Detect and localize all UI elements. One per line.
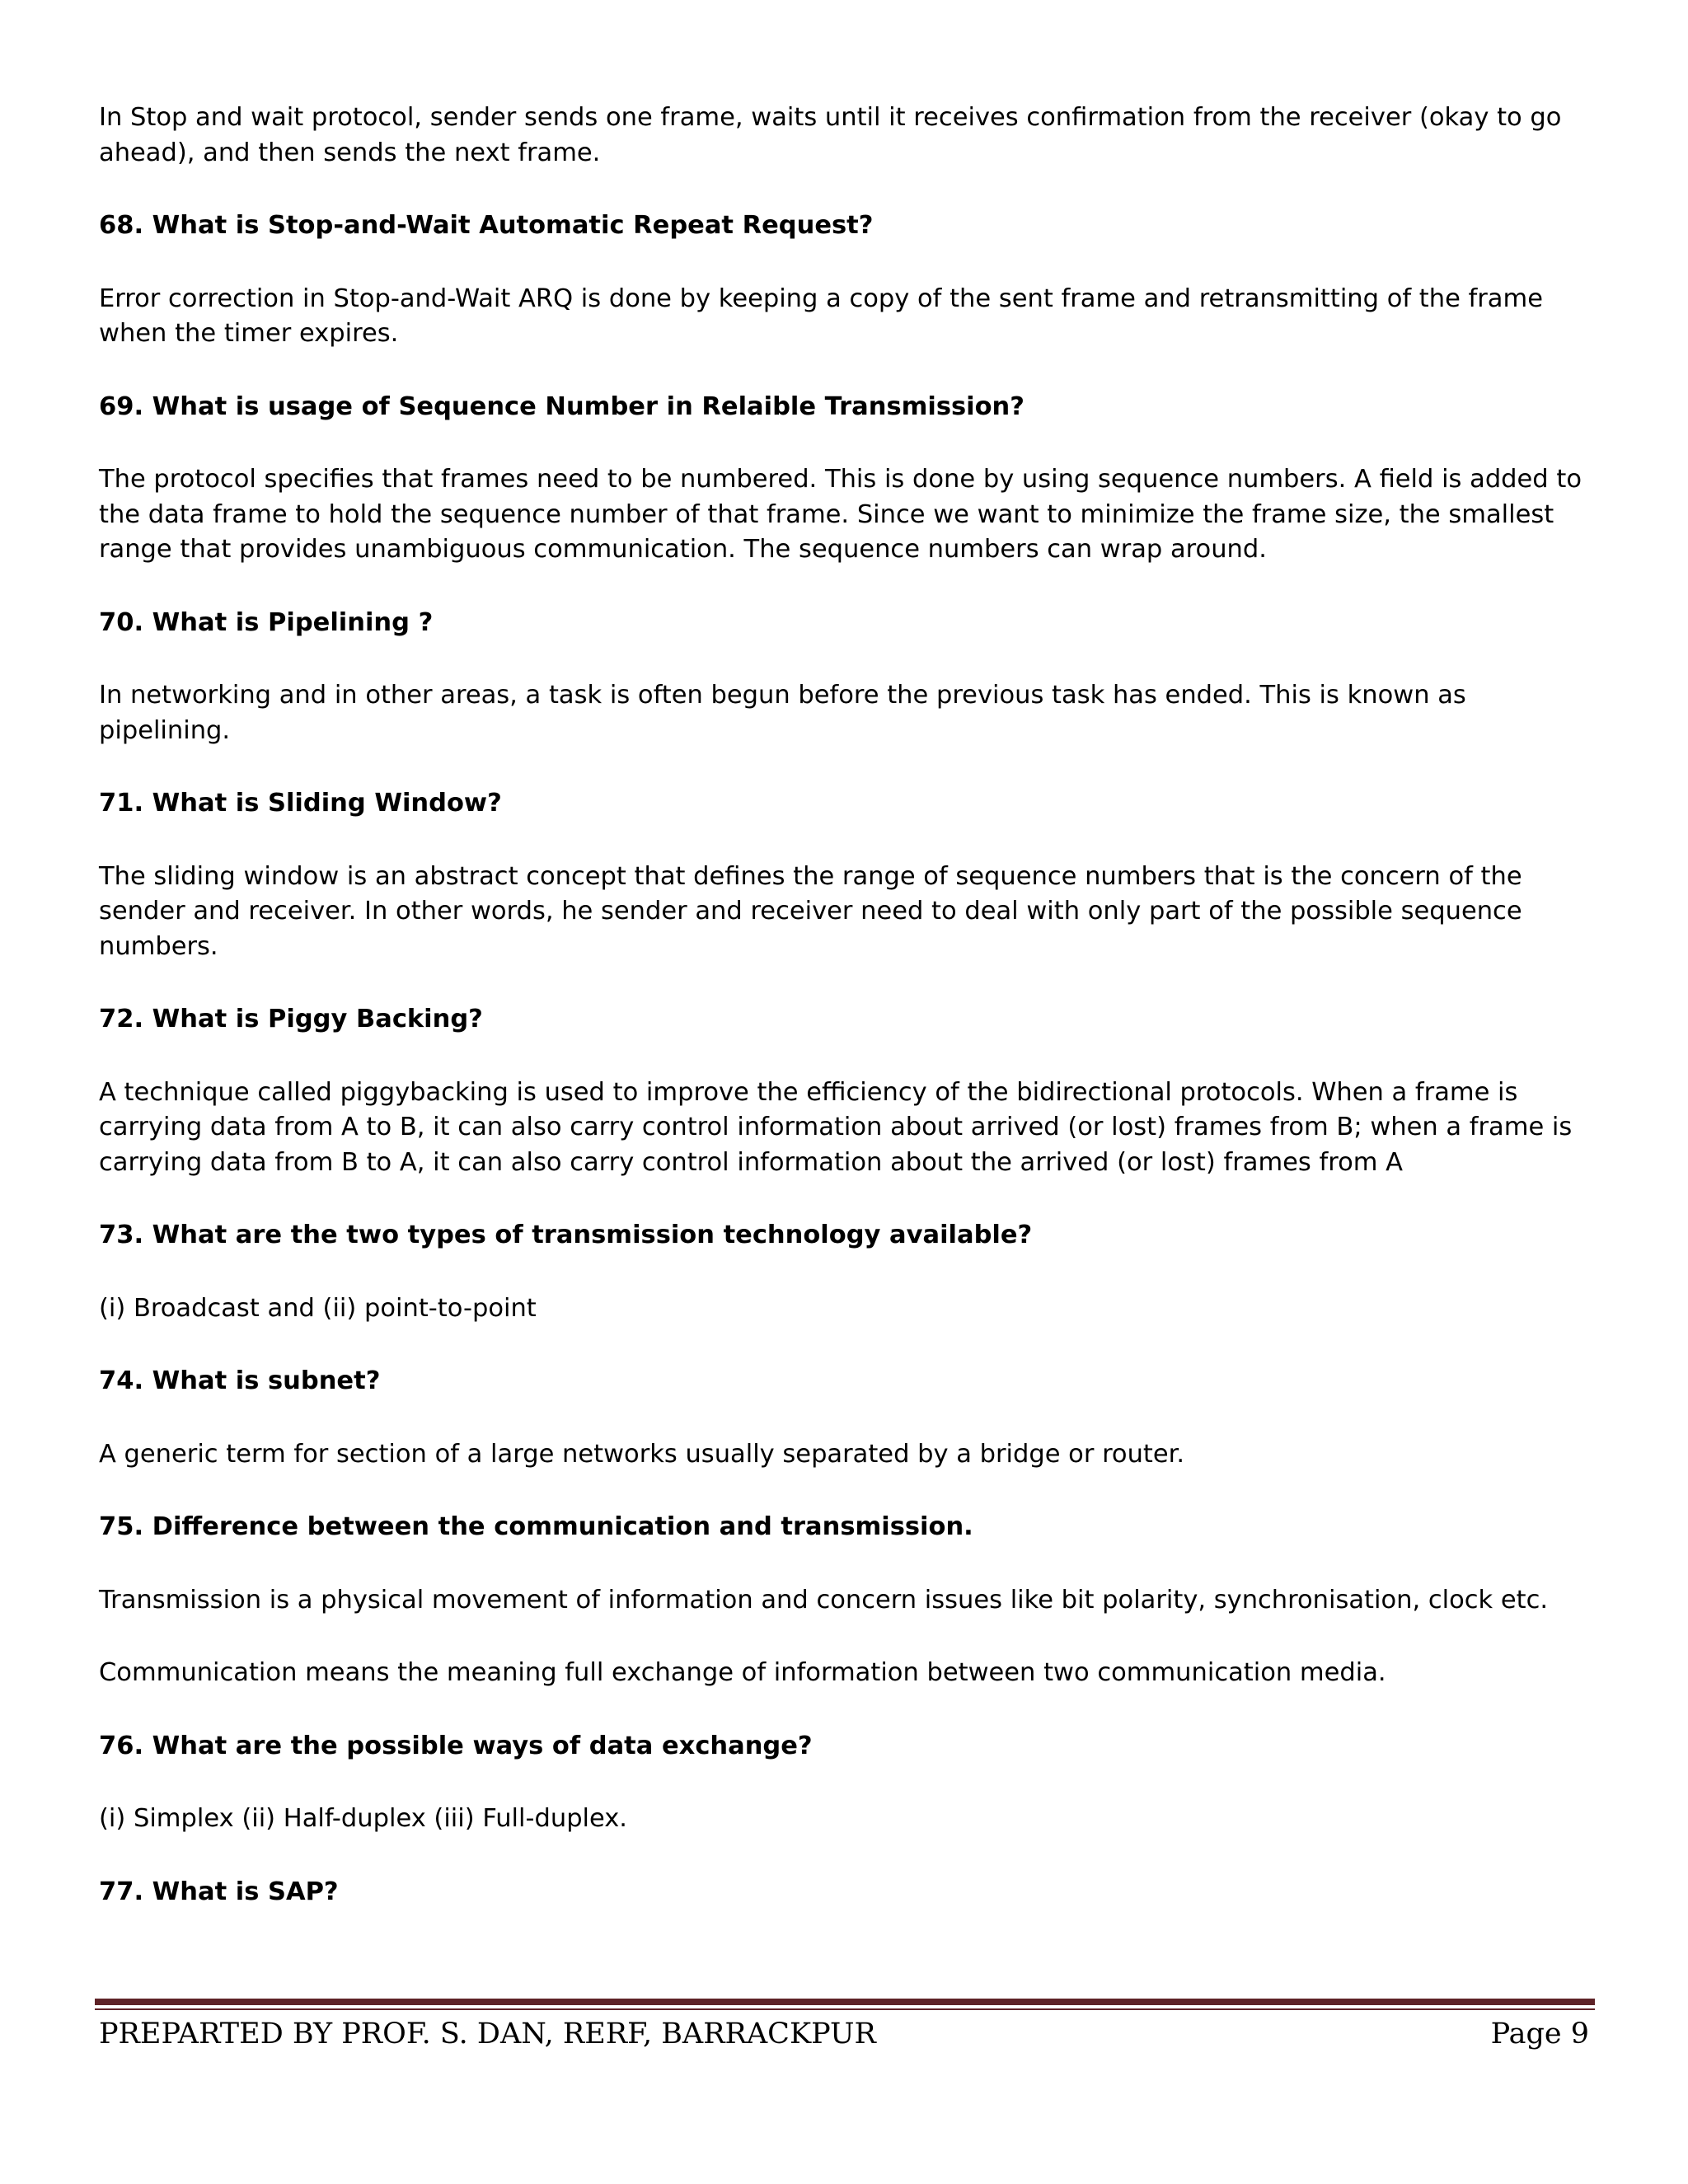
- footer-page-number: Page 9: [1490, 2018, 1589, 2050]
- footer-rule-thick: [95, 1999, 1595, 2005]
- answer-paragraph: (i) Simplex (ii) Half-duplex (iii) Full-duplex.: [99, 1804, 628, 1833]
- footer-author: PREPARTED BY PROF. S. DAN, RERF, BARRACKPUR: [99, 2018, 876, 2050]
- question-heading: 77. What is SAP?: [99, 1877, 339, 1906]
- question-heading: 76. What are the possible ways of data exchange?: [99, 1731, 813, 1760]
- answer-paragraph: Communication means the meaning full exchange of information between two communication media.: [99, 1658, 1386, 1687]
- answer-paragraph: (i) Broadcast and (ii) point-to-point: [99, 1293, 537, 1323]
- answer-paragraph: In networking and in other areas, a task is often begun before the previous task has ended. This is known as pipelining.: [99, 681, 1466, 745]
- answer-paragraph: In Stop and wait protocol, sender sends one frame, waits until it receives confirmation from the receiver (okay to go ahead), and then sends the next frame.: [99, 103, 1562, 167]
- answer-paragraph: Transmission is a physical movement of information and concern issues like bit polarity, synchronisation, clock etc.: [99, 1585, 1549, 1615]
- question-heading: 71. What is Sliding Window?: [99, 789, 502, 818]
- footer-rule-thin: [95, 2008, 1595, 2010]
- answer-paragraph: A technique called piggybacking is used to improve the efficiency of the bidirectional protocols. When a frame is carrying data from A to B, it can also carry control information about arrived (or lost) frames from B; when a frame is carrying data from B to A, it can also carry control information about the arrived (or lost) frames from A: [99, 1077, 1573, 1177]
- question-heading: 73. What are the two types of transmission technology available?: [99, 1221, 1033, 1249]
- answer-paragraph: Error correction in Stop-and-Wait ARQ is done by keeping a copy of the sent frame and retransmitting of the frame when the timer expires.: [99, 284, 1543, 348]
- answer-paragraph: A generic term for section of a large networks usually separated by a bridge or router.: [99, 1439, 1185, 1469]
- answer-paragraph: The protocol specifies that frames need to be numbered. This is done by using sequence numbers. A field is added to the data frame to hold the sequence number of that frame. Since we want to minimize the frame size, the smallest range that provides unambiguous communication. The sequence numbers can wrap around.: [99, 465, 1582, 564]
- document-body: [99, 101, 1599, 1910]
- question-heading: 74. What is subnet?: [99, 1366, 381, 1395]
- question-heading: 68. What is Stop-and-Wait Automatic Repeat Request?: [99, 211, 874, 240]
- question-heading: 72. What is Piggy Backing?: [99, 1005, 483, 1033]
- question-heading: 75. Difference between the communication and transmission.: [99, 1512, 973, 1541]
- answer-paragraph: The sliding window is an abstract concept that defines the range of sequence numbers that is the concern of the sender and receiver. In other words, he sender and receiver need to deal with only part of the possible sequence numbers.: [99, 861, 1522, 961]
- question-heading: 70. What is Pipelining ?: [99, 607, 434, 637]
- question-heading: 69. What is usage of Sequence Number in Relaible Transmission?: [99, 391, 1025, 421]
